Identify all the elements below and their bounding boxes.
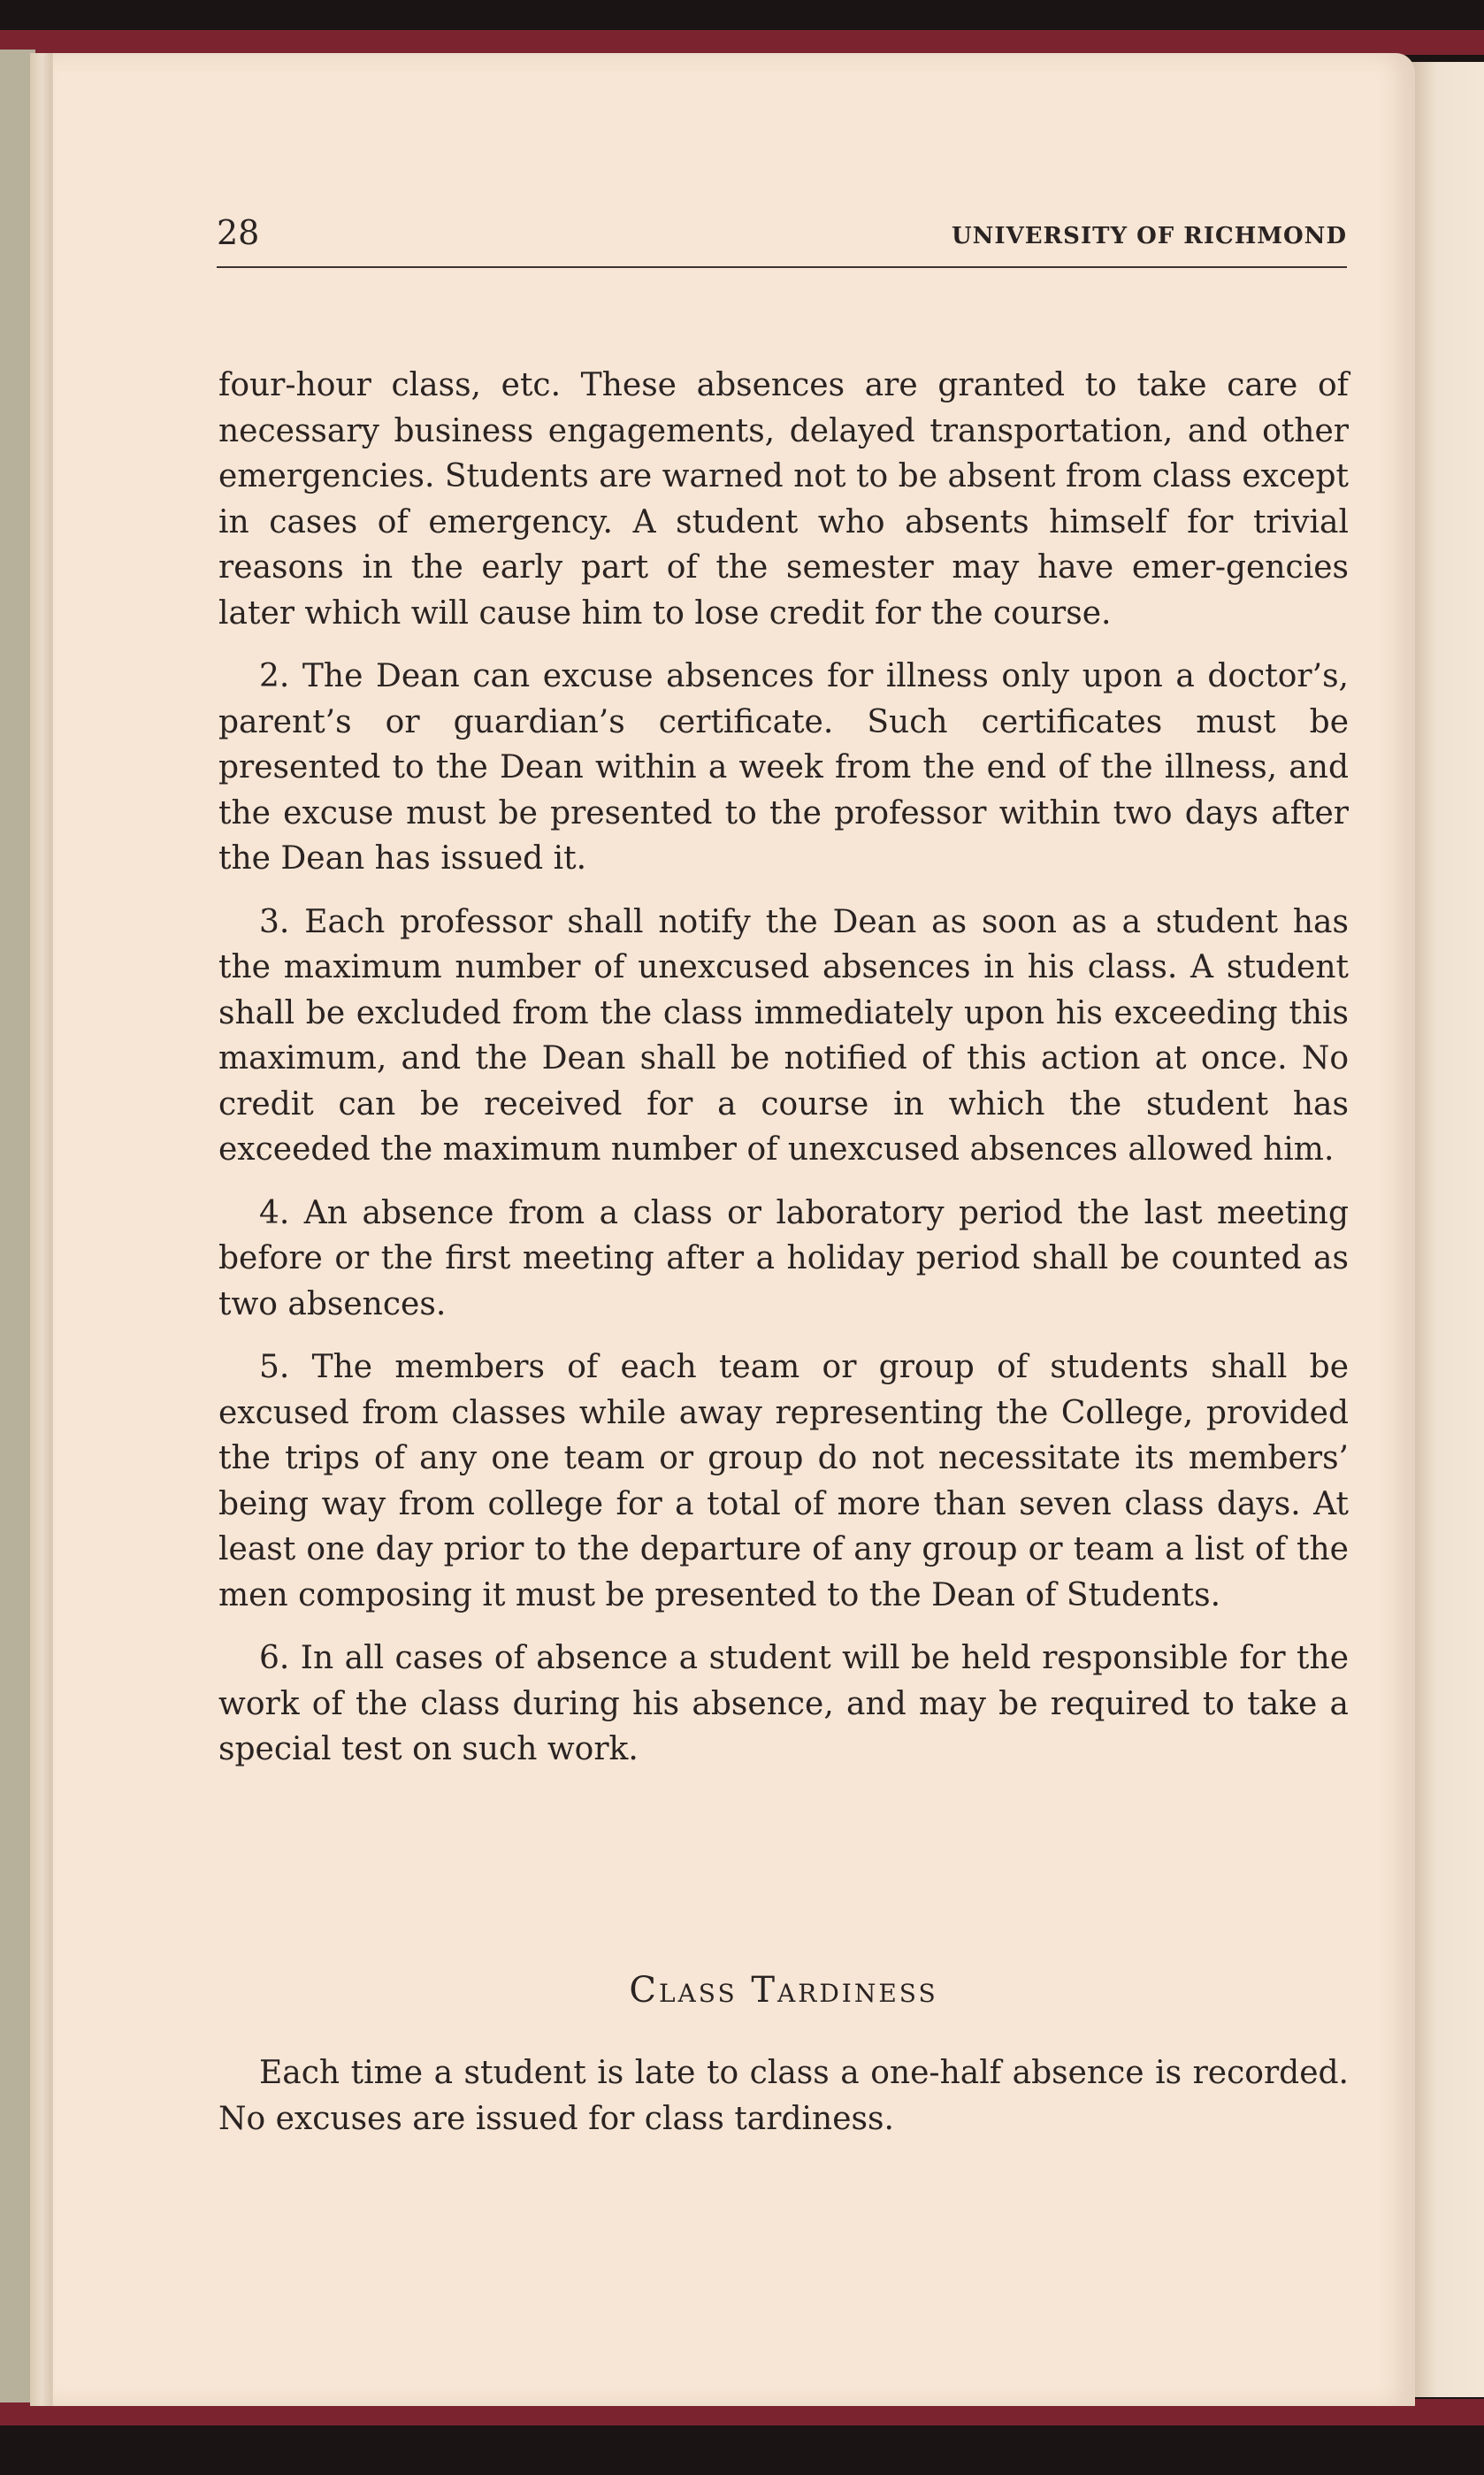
paragraph-rule-3: 3. Each professor shall notify the Dean as soon as a student has the maximum number of unexcused absences in his class. A student shall be excluded from the class immediately upon his exceeding this maximum, and the Dean shall be notified of this action at once. No credit can be received for a course in which the student has exceeded the maximum number of unexcused absences allowed him.	[218, 903, 1349, 1168]
book-cover-top-edge	[0, 30, 1484, 55]
paragraph-rule-4: 4. An absence from a class or laboratory period the last meeting before or the first meeting after a holiday period shall be counted as two absences.	[218, 1194, 1349, 1322]
page-number: 28	[217, 213, 260, 252]
paragraph-continued: four-hour class, etc. These absences are granted to take care of necessary business engagements, delayed transportation, and other emergencies. Students are warned not to be absent from class except in cases of emergency. A student who absents himself for trivial reasons in the early part of the semester may have emer-gencies later which will cause him to lose credit for the course.	[218, 367, 1349, 632]
paragraph-rule-5: 5. The members of each team or group of students shall be excused from classes while away representing the College, provided the trips of any one team or group do not necessitate its members’ being way from college for a total of more than seven class days. At least one day prior to the departure of any group or team a list of the men composing it must be presented to the Dean of Students.	[218, 1349, 1349, 1613]
paragraph-rule-6: 6. In all cases of absence a student will be held responsible for the work of the class during his absence, and may be required to take a special test on such work.	[218, 1640, 1349, 1767]
facing-page-edge	[1406, 62, 1484, 2397]
paragraph-rule-2: 2. The Dean can excuse absences for illness only upon a doctor’s, parent’s or guardian’s certificate. Such certificates must be presented to the Dean within a week from the end of the illness, and the excuse must be presented to the professor within two days after the Dean has issued it.	[218, 658, 1349, 877]
paragraph-tardiness: Each time a student is late to class a one-half absence is recorded. No excuses are issued for class tardiness.	[218, 2055, 1349, 2137]
body-text	[218, 363, 1349, 1790]
page-header	[217, 208, 1347, 268]
section-body	[218, 2050, 1349, 2142]
running-head: UNIVERSITY OF RICHMOND	[951, 223, 1347, 249]
section-heading: Class Tardiness	[629, 1970, 938, 2011]
